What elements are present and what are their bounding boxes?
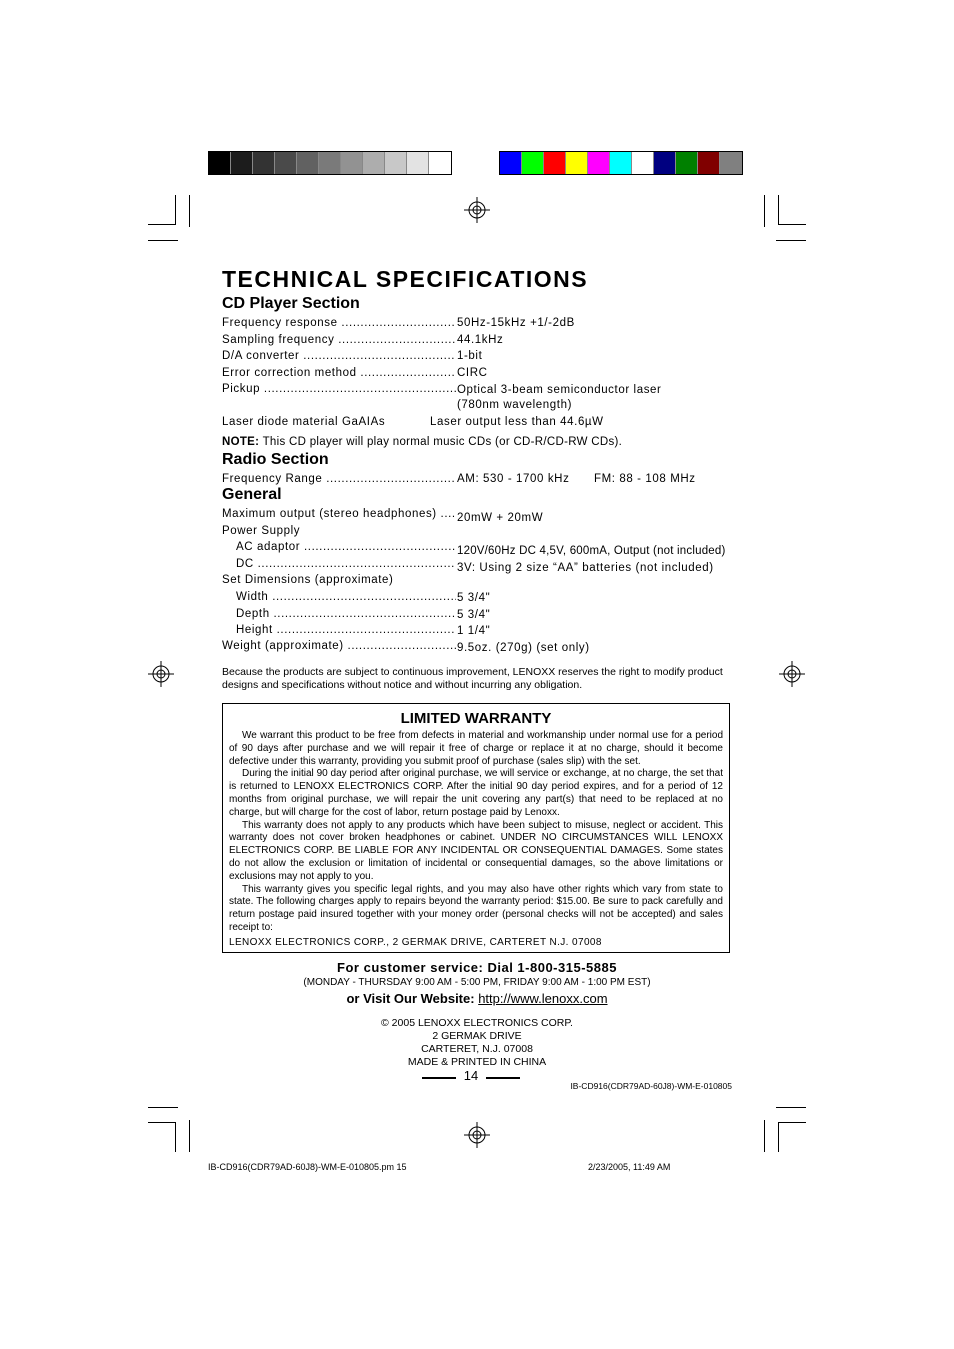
spec-value-continued: (780nm wavelength) <box>457 399 572 411</box>
spec-label: Maximum output (stereo headphones) ..... <box>222 506 456 522</box>
am-range: AM: 530 - 1700 kHz <box>457 473 570 485</box>
spec-row <box>222 332 742 348</box>
color-swatch <box>253 152 275 174</box>
color-swatch <box>676 152 698 174</box>
warranty-paragraph: This warranty gives you specific legal rights, and you may also have other rights which vary from state to state. The following charges apply to repairs beyond the warranty period: $15.00. Be sure to pack carefully and return postage paid insured together with your money order (personal checks will not be accepted) and sales receipt to: <box>229 883 723 933</box>
note-text: This CD player will play normal music CDs (or CD-R/CD-RW CDs). <box>259 436 623 448</box>
spec-value: 120V/60Hz DC 4,5V, 600mA, Output (not included) <box>457 545 726 557</box>
spec-label: Error correction method ..... <box>222 365 456 381</box>
warranty-address: LENOXX ELECTRONICS CORP., 2 GERMAK DRIVE, CARTERET N.J. 07008 <box>229 937 602 948</box>
spec-value: 5 3/4" <box>457 592 491 604</box>
spec-row <box>222 348 742 364</box>
color-swatch <box>632 152 654 174</box>
color-swatch <box>407 152 429 174</box>
fm-range: FM: 88 - 108 MHz <box>594 473 696 485</box>
color-swatch <box>341 152 363 174</box>
spec-label: Width ..... <box>236 589 456 605</box>
spec-row <box>222 638 742 656</box>
warranty-paragraph: We warrant this product to be free from defects in material and workmanship under normal use for a period of 90 days after purchase and we will repair it free of charge or replace it at no charge, should it become defective under this warranty, providing you submit proof of purchase (sales slip) with the set. <box>229 730 723 767</box>
spec-value: 5 3/4" <box>457 609 491 621</box>
set-dimensions-label: Set Dimensions (approximate) <box>222 574 394 586</box>
spec-row <box>222 606 742 622</box>
spec-label: Depth ..... <box>236 606 456 622</box>
registration-mark-icon <box>464 197 490 223</box>
laser-output: Laser output less than 44.6µW <box>430 416 604 428</box>
spec-value: 1 1/4" <box>457 625 491 637</box>
page-title: TECHNICAL SPECIFICATIONS <box>222 266 589 292</box>
disclaimer: Because the products are subject to continuous improvement, LENOXX reserves the right to modify product designs and specifications without notice and without incurring any obligation. <box>222 666 723 691</box>
spec-label: Height ..... <box>236 622 456 638</box>
address-line: 2 GERMAK DRIVE <box>432 1030 522 1042</box>
color-swatch <box>275 152 297 174</box>
color-swatch <box>297 152 319 174</box>
registration-mark-icon <box>464 1122 490 1148</box>
spec-row <box>222 589 742 605</box>
radio-section-heading: Radio Section <box>222 451 329 468</box>
spec-value: CIRC <box>457 367 488 379</box>
address-line: CARTERET, N.J. 07008 <box>421 1043 533 1055</box>
footer-filename: IB-CD916(CDR79AD-60J8)-WM-E-010805.pm 15 <box>208 1162 407 1172</box>
website-link[interactable]: http://www.lenoxx.com <box>478 991 608 1006</box>
spec-value: 44.1kHz <box>457 334 504 346</box>
spec-value: Optical 3-beam semiconductor laser <box>457 384 662 396</box>
registration-mark-icon <box>779 661 805 687</box>
power-supply-label: Power Supply <box>222 525 301 537</box>
spec-label: Frequency response ..... <box>222 315 456 331</box>
service-hours: (MONDAY - THURSDAY 9:00 AM - 5:00 PM, FRIDAY 9:00 AM - 1:00 PM EST) <box>303 977 651 988</box>
page-number: 14 <box>422 1068 520 1083</box>
color-swatch <box>544 152 566 174</box>
color-swatch <box>319 152 341 174</box>
document-code: IB-CD916(CDR79AD-60J8)-WM-E-010805 <box>570 1081 732 1091</box>
spec-row <box>222 381 742 413</box>
spec-label: Sampling frequency ..... <box>222 332 456 348</box>
color-swatch <box>720 152 742 174</box>
website-label: or Visit Our Website: <box>346 991 475 1006</box>
spec-label: AC adaptor ..... <box>236 539 456 555</box>
color-swatch <box>698 152 720 174</box>
color-swatch <box>231 152 253 174</box>
warranty-heading: LIMITED WARRANTY <box>400 710 552 727</box>
website-line <box>222 991 732 1006</box>
spec-label: Weight (approximate) ..... <box>222 638 456 654</box>
spec-row <box>222 471 742 487</box>
spec-value: 20mW + 20mW <box>457 512 544 524</box>
footer-timestamp: 2/23/2005, 11:49 AM <box>588 1162 671 1172</box>
copyright-block <box>222 1017 732 1069</box>
warranty-paragraph: This warranty does not apply to any products which have been subject to misuse, neglect or accident. This warranty does not cover broken headphones or cabinet. UNDER NO CIRCUMSTANCES WILL LENOXX ELECTRONICS CORP. BE LIABLE FOR ANY INCIDENTAL OR CONSEQUENTIAL DAMAGES. Some states do not allow the exclusion or limitation of incidental or consequential damages, so the above limitations or exclusions may not apply to you. <box>229 819 723 882</box>
spec-value: 9.5oz. (270g) (set only) <box>457 642 590 654</box>
grayscale-bar <box>208 151 452 175</box>
spec-row <box>222 622 742 638</box>
customer-service-phone: For customer service: Dial 1-800-315-5885 <box>337 960 617 975</box>
cd-note <box>222 436 622 448</box>
spec-value: 50Hz-15kHz +1/-2dB <box>457 317 575 329</box>
spec-value: 1-bit <box>457 350 483 362</box>
color-swatch <box>500 152 522 174</box>
spec-label: DC ..... <box>236 556 456 572</box>
registration-mark-icon <box>148 661 174 687</box>
copyright-line: © 2005 LENOXX ELECTRONICS CORP. <box>381 1017 573 1029</box>
general-section-heading: General <box>222 486 282 503</box>
warranty-paragraph: During the initial 90 day period after original purchase, we will service or exchange, at no charge, the set that is returned to LENOXX ELECTRONICS CORP. After the initial 90 day period expires, and for a period of 12 months from original purchase, we will repair the unit covering any part(s) that need to be replaced at no charge, but will charge for the cost of labor, return postage paid by Lenoxx. <box>229 768 723 818</box>
made-in-line: MADE & PRINTED IN CHINA <box>407 1056 547 1068</box>
color-swatch <box>566 152 588 174</box>
color-swatch <box>385 152 407 174</box>
cd-section-heading: CD Player Section <box>222 295 360 312</box>
spec-row <box>222 315 742 331</box>
spec-value: 3V: Using 2 size “AA” batteries (not included) <box>457 562 714 574</box>
limited-warranty-box <box>222 703 730 953</box>
note-label: NOTE: <box>222 436 260 448</box>
color-swatch <box>588 152 610 174</box>
color-swatch <box>522 152 544 174</box>
color-swatch <box>363 152 385 174</box>
spec-label: Frequency Range ..... <box>222 471 456 487</box>
spec-label: Pickup ..... <box>222 381 456 397</box>
laser-material: Laser diode material GaAIAs <box>222 416 386 428</box>
color-swatch <box>429 152 451 174</box>
color-swatch <box>610 152 632 174</box>
color-swatch <box>209 152 231 174</box>
color-bar <box>499 151 743 175</box>
spec-label: D/A converter ..... <box>222 348 456 364</box>
warranty-body <box>229 730 723 935</box>
spec-row <box>222 365 742 381</box>
color-swatch <box>654 152 676 174</box>
